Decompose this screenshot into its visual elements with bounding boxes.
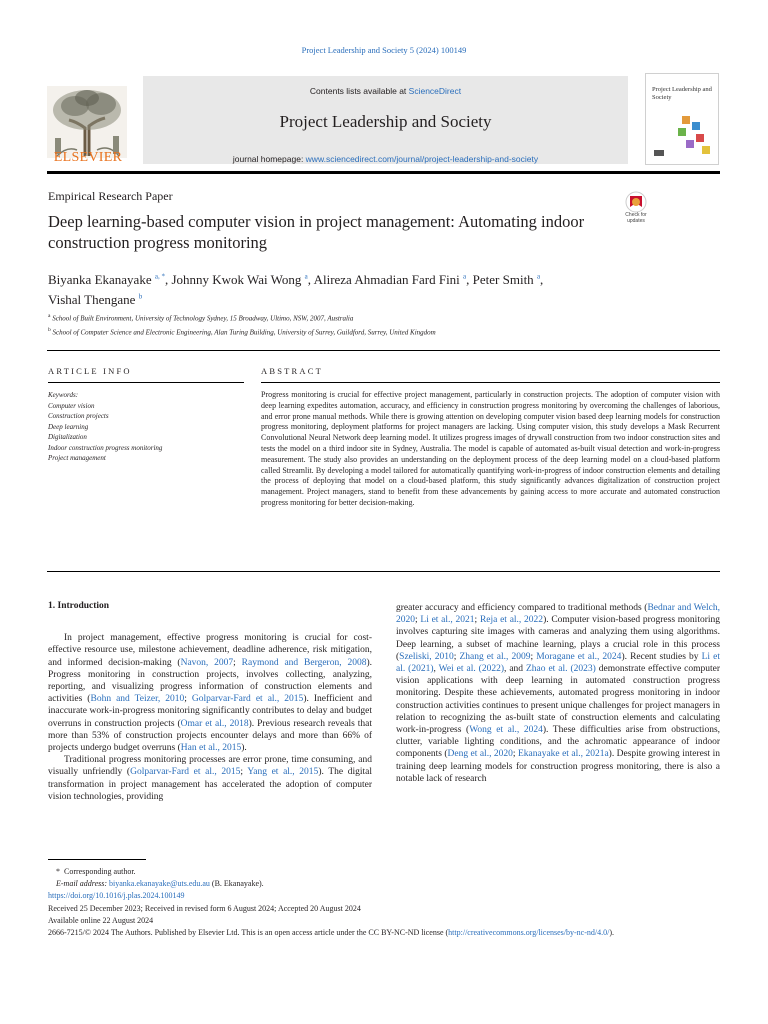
citation-link[interactable]: Omar et al., 2018 xyxy=(180,718,249,729)
journal-header xyxy=(47,70,628,164)
journal-cover-thumbnail[interactable] xyxy=(645,73,719,165)
author[interactable]: Alireza Ahmadian Fard Fini $^a$, xyxy=(313,272,473,288)
header-rule xyxy=(47,171,720,174)
keyword: Computer vision xyxy=(48,401,95,410)
article-type: Empirical Research Paper xyxy=(48,189,173,203)
affiliation: $^b$ School of Computer Science and Electronic Engineering, Alan Turing Building, University of Surrey, Guildford, Surrey, United Kingdom xyxy=(48,327,436,337)
citation-link[interactable]: Moragane et al., 2024 xyxy=(536,651,622,662)
abstract-text: Progress monitoring is crucial for effective project management, particularly in construction projects. The adoption of computer vision with deep learning expedites automation, accuracy, and efficiency in construction progress monitoring by overcoming the challenges of laborious, and error prone manual methods. While there is growing attention on developing computer vision based deep learning models for construction progress monitoring, deployment platforms for project managers are lacking. Using computer vision, this study develops a Mask Recurrent Convolutional Neural Network deep learning model. It utilizes progress images of drywall construction from two indoor construction sites and tests the model on a third indoor site in Sydney, Australia. The model is capable of automated as-built visual detection and work-in-progress measurement. The study also provides an understanding on the deployment process of the deep learning model on a cloud-based platform called Streamlit. By developing a model tailored for automatically quantifying work-in-progress of indoor construction elements and detailing the process of deploying that model on a cloud-based platform, this study significantly advances digitalization of construction project management. Project managers, stand to benefit from these advancements by gaining access to more accurate and automated construction progress monitoring for better decision-making. xyxy=(261,390,720,507)
email-note: E-mail address: biyanka.ekanayake@uts.edu.au (B. Ekanayake). xyxy=(56,879,264,889)
intro-paragraph-3: greater accuracy and efficiency compared to traditional methods (Bednar and Welch, 2020; Li et al., 2021; Reja et al., 2022). Computer vision-based progress monitoring involves capturing site images with cameras and analyzing them using algorithms. Deep learning, a subset of machine learning, plays a crucial role in this process (Szeliski, 2010; Zhang et al., 2009; Moragane et al., 2024). Recent studies by Li et al. (2021), Wei et al. (2022), and Zhao et al. (2023) demonstrate effective computer vision applications with deep learning in automated construction progress monitoring. Despite these achievements, automated progress monitoring in indoor construction activities continues to present unique challenges for project managers in relation to recognizing the as-built state of construction elements and calculating work-in-progress (Wong et al., 2024). These difficulties arise from obstructions, clutter, variable lighting conditions, and the achromatic appearance of indoor components (Deng et al., 2020; Ekanayake et al., 2021a). Despite growing interest in training deep learning models for construction progress monitoring, there is also a notable lack of research xyxy=(396,603,721,784)
license-note: 2666-7215/© 2024 The Authors. Published by Elsevier Ltd. This is an open access article under the CC BY-NC-ND license (http://creativecommons.org/licenses/by-nc-nd/4.0/). xyxy=(48,928,614,938)
intro-paragraph-1: In project management, effective progress monitoring is crucial for cost-effective resource use, milestone achievement, deadline adherence, risk mitigation, and informed decision-making (Navon, 2007; Raymond and Bergeron, 2008). Progress monitoring in construction projects, involves collecting, analyzing, reporting, and visualizing progress information of construction elements and activities (Bohn and Teizer, 2010; Golparvar-Fard et al., 2015). Inefficient and inaccurate work-in-progress monitoring significantly contributes to delay and budget overruns in construction projects (Omar et al., 2018). Previous research reveals that more than 53% of construction projects encounter delays and more than 66% of projects undergo budget overruns (Han et al., 2015). xyxy=(48,633,373,754)
homepage-line: journal homepage: www.sciencedirect.com/journal/project-leadership-and-society xyxy=(232,154,539,164)
license-link[interactable]: http://creativecommons.org/licenses/by-nc-nd/4.0/ xyxy=(448,928,610,938)
citation-link[interactable]: Li et al. (2021) xyxy=(396,651,720,675)
homepage-link[interactable]: www.sciencedirect.com/journal/project-leadership-and-society xyxy=(305,154,539,164)
section-divider xyxy=(47,350,720,351)
abstract-bottom-rule xyxy=(47,571,720,572)
publisher-wordmark: ELSEVIER xyxy=(53,150,123,165)
footnote-rule xyxy=(48,859,146,860)
journal-citation[interactable]: Project Leadership and Society 5 (2024) 100149 xyxy=(301,45,467,55)
doi-link[interactable]: https://doi.org/10.1016/j.plas.2024.100149 xyxy=(48,891,185,901)
citation-link[interactable]: Golparvar-Fard et al., 2015 xyxy=(130,767,241,778)
available-date: Available online 22 August 2024 xyxy=(48,915,154,925)
keyword: Indoor construction progress monitoring xyxy=(48,443,163,452)
article-info-heading: ARTICLE INFO xyxy=(48,366,132,376)
keyword: Deep learning xyxy=(48,422,89,431)
sciencedirect-link[interactable]: ScienceDirect xyxy=(408,86,462,96)
introduction-heading: 1. Introduction xyxy=(48,601,110,611)
citation-link[interactable]: Zhao et al. (2023) xyxy=(526,664,596,675)
author[interactable]: Peter Smith $^a$, xyxy=(472,272,544,288)
abstract-heading: ABSTRACT xyxy=(261,366,323,376)
citation-link[interactable]: Reja et al., 2022 xyxy=(479,615,544,626)
corresponding-author-note: * Corresponding author. xyxy=(56,867,136,876)
citation-link[interactable]: Li et al., 2021 xyxy=(420,615,475,626)
cover-title: Project Leadership and Society xyxy=(652,86,712,101)
citation-link[interactable]: Yang et al., 2015 xyxy=(247,767,319,778)
footnotes xyxy=(48,866,720,939)
citation-link[interactable]: Szeliski, 2010 xyxy=(399,651,454,662)
author[interactable]: Johnny Kwok Wai Wong $^a$, xyxy=(171,272,314,288)
contents-line: Contents lists available at ScienceDirect xyxy=(309,86,462,96)
article-info-rule xyxy=(48,382,244,383)
citation-link[interactable]: Golparvar-Fard et al., 2015 xyxy=(191,694,304,705)
journal-header-panel xyxy=(143,76,628,164)
abstract-rule xyxy=(261,382,720,383)
keyword: Construction projects xyxy=(48,412,109,420)
citation-link[interactable]: Zhang et al., 2009 xyxy=(459,651,531,662)
affiliations xyxy=(48,310,708,339)
article-title: Deep learning-based computer vision in project management: Automating indoor construction progress monitoring xyxy=(48,212,585,252)
author[interactable]: Biyanka Ekanayake $^{a, *}$, xyxy=(48,272,172,288)
author-list xyxy=(48,269,668,308)
cover-art-image xyxy=(652,112,714,158)
citation-link[interactable]: Navon, 2007 xyxy=(180,657,234,668)
citation-link[interactable]: Ekanayake et al., 2021a xyxy=(517,749,609,760)
citation-link[interactable]: Bednar and Welch, 2020 xyxy=(396,603,720,626)
citation-link[interactable]: Bohn and Teizer, 2010 xyxy=(90,694,185,705)
keyword: Digitalization xyxy=(48,433,87,441)
affiliation: $^a$ School of Built Environment, University of Technology Sydney, 15 Broadway, Ultimo, NSW, 2007, Australia xyxy=(48,313,354,323)
citation-link[interactable]: Wong et al., 2024 xyxy=(469,725,543,736)
keywords-label: Keywords: xyxy=(48,391,79,399)
email-link[interactable]: biyanka.ekanayake@uts.edu.au xyxy=(109,879,210,889)
journal-name: Project Leadership and Society xyxy=(279,112,492,131)
citation-link[interactable]: Wei et al. (2022) xyxy=(438,664,504,675)
received-dates: Received 25 December 2023; Received in revised form 6 August 2024; Accepted 20 August 2024 xyxy=(48,903,361,913)
check-for-updates-label: Check for updates xyxy=(625,212,647,224)
keywords-list xyxy=(48,390,248,464)
citation-link[interactable]: Deng et al., 2020 xyxy=(447,749,513,760)
author[interactable]: Vishal Thengane $^b$ xyxy=(48,291,143,307)
citation-link[interactable]: Raymond and Bergeron, 2008 xyxy=(241,657,367,668)
intro-paragraph-2: Traditional progress monitoring processes are error prone, time consuming, and visually unfriendly (Golparvar-Fard et al., 2015; Yang et al., 2015). The digital transformation in project management has accelerated the adoption of computer vision technologies, providing xyxy=(48,755,372,802)
keyword: Project management xyxy=(48,454,106,462)
citation-link[interactable]: Han et al., 2015 xyxy=(180,743,242,754)
body-column-right xyxy=(396,602,720,785)
body-column-left xyxy=(48,600,372,803)
